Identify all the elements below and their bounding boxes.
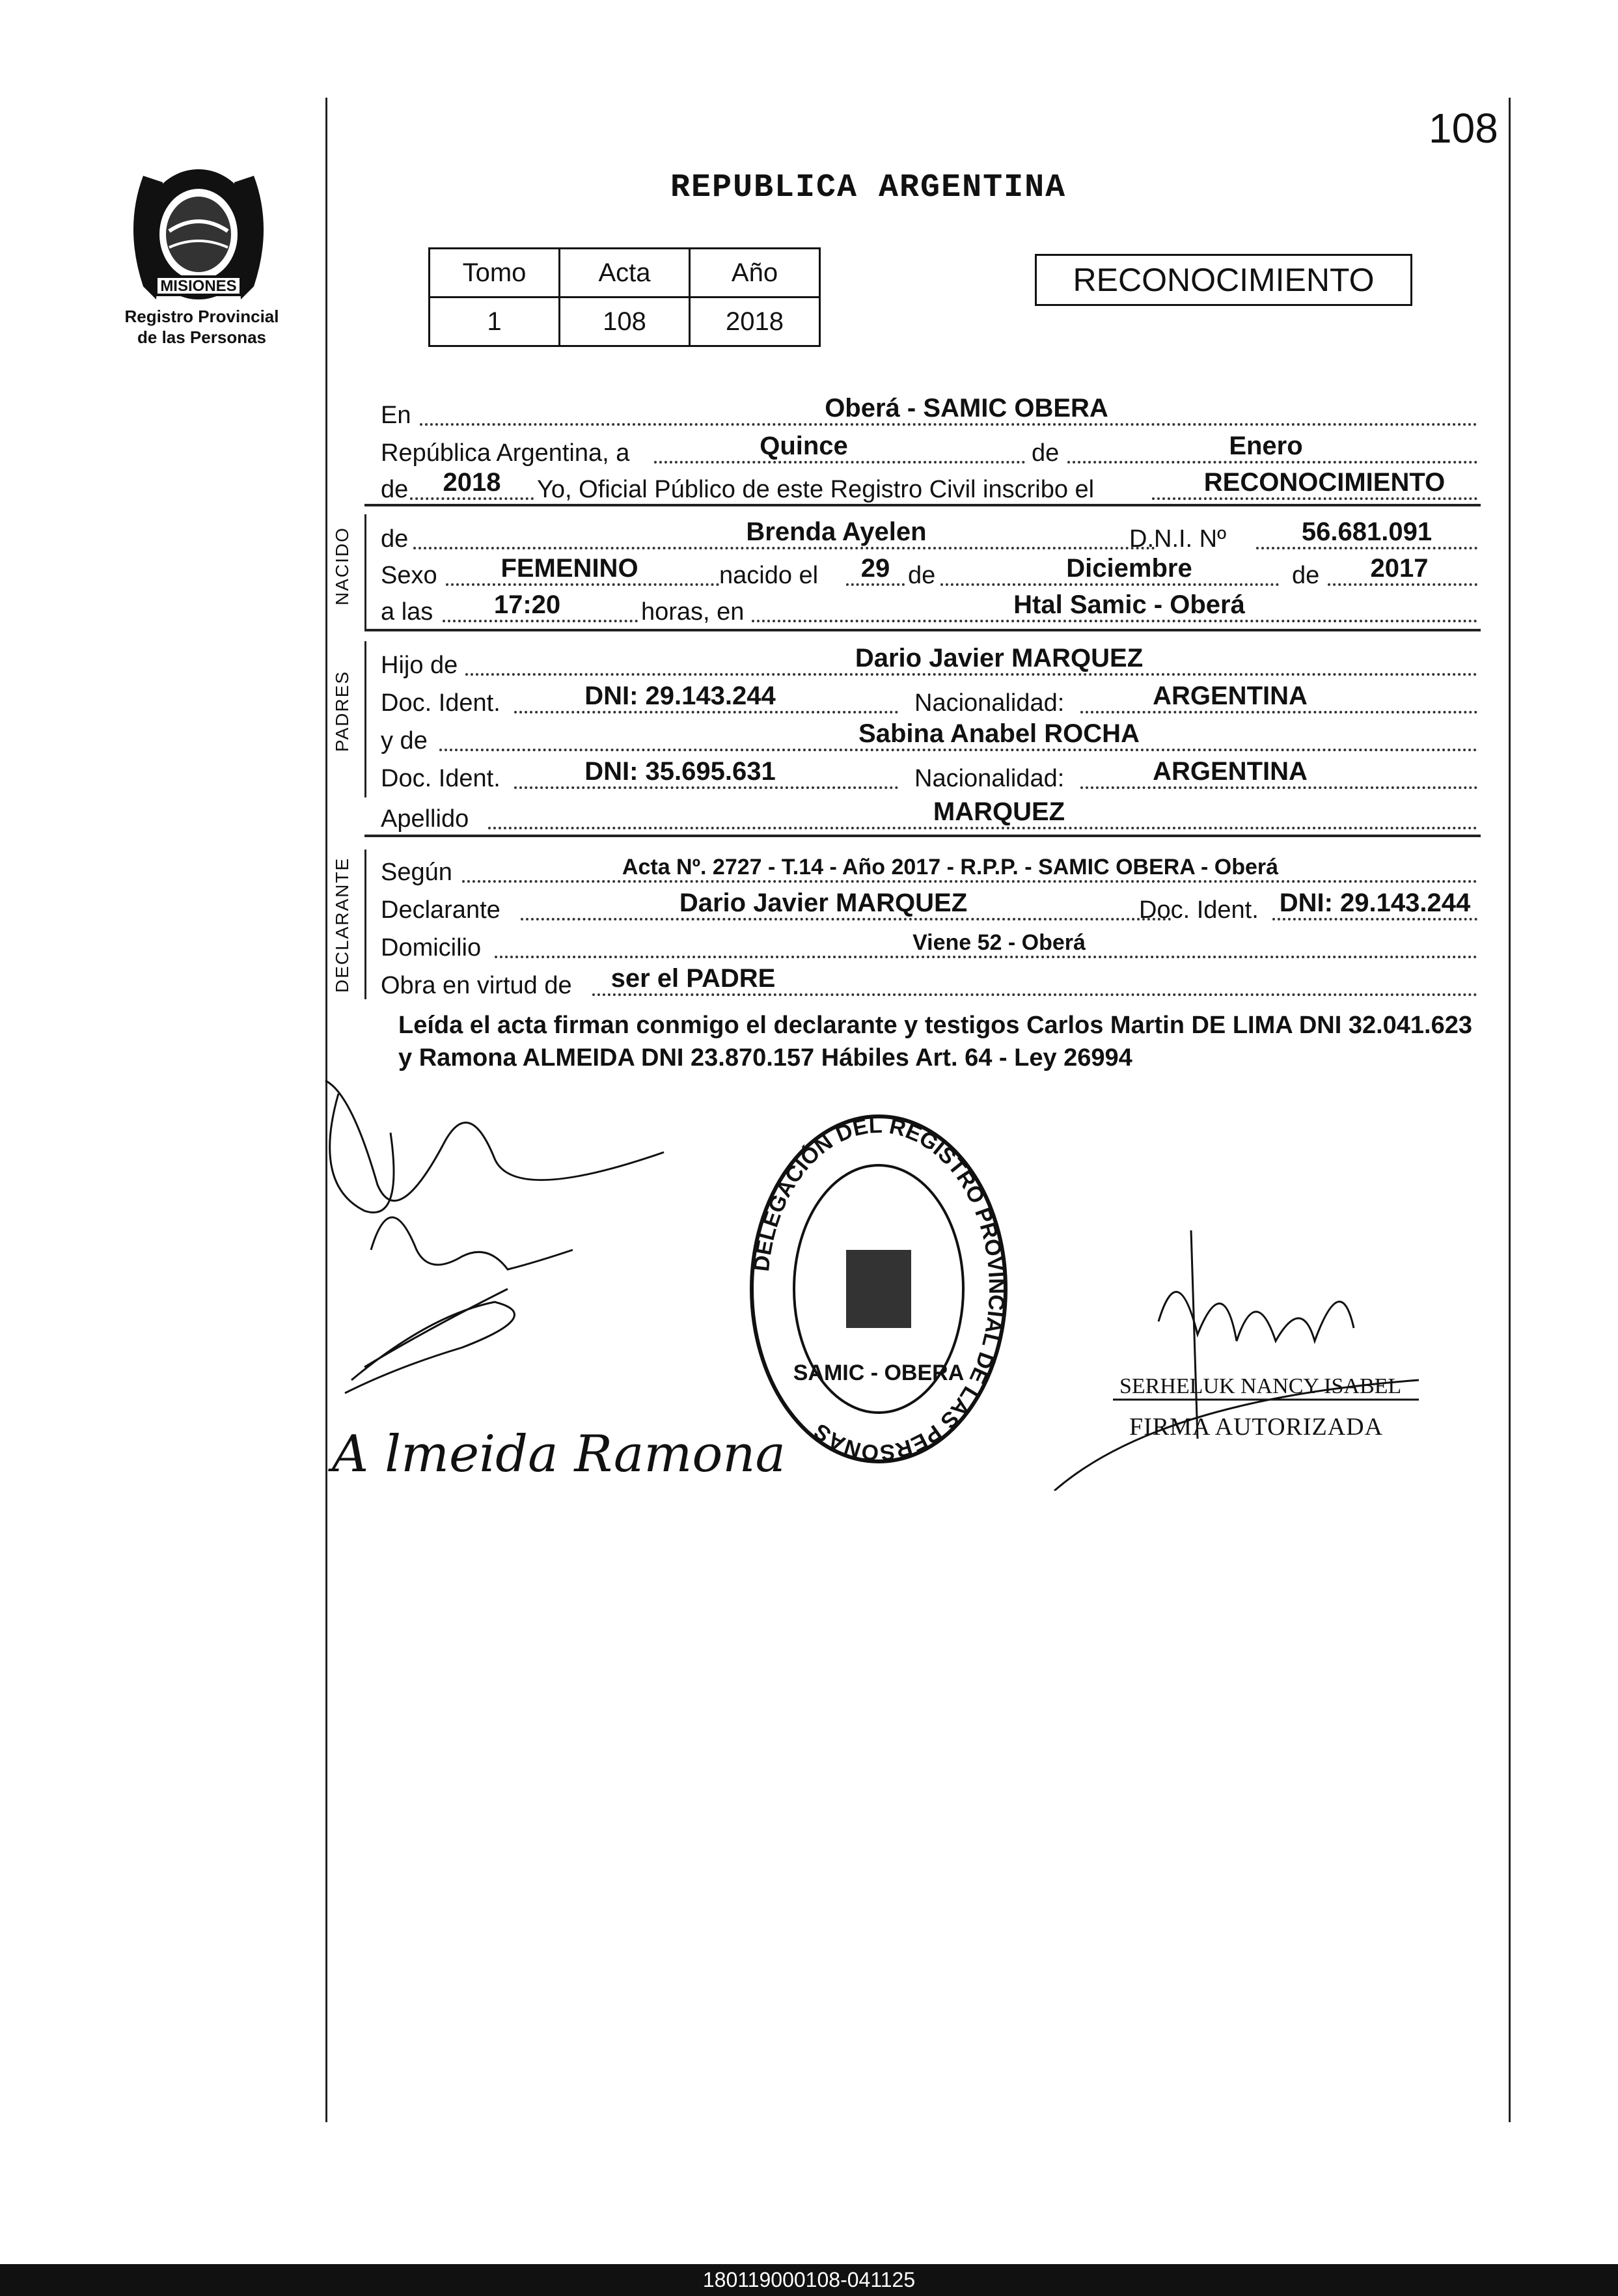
year-value: 2018 (443, 468, 501, 497)
official-name: SERHELUK NANCY ISABEL (1119, 1374, 1402, 1398)
child-dni-value: 56.681.091 (1301, 518, 1433, 546)
father-name-value: Dario Javier MARQUEZ (855, 644, 1144, 672)
header-tomo: Tomo (430, 249, 560, 297)
father-doc-value: DNI: 29.143.244 (584, 682, 776, 710)
value-acta: 108 (560, 297, 690, 346)
padres-bracket (364, 641, 366, 797)
value-ano: 2018 (690, 297, 820, 346)
svg-text:A lmeida Ramona: A lmeida Ramona (332, 1425, 786, 1484)
side-label-declarante: DECLARANTE (332, 857, 352, 993)
birth-time-value: 17:20 (493, 590, 561, 619)
row-en: En Oberá - SAMIC OBERA (381, 391, 1477, 430)
father-nationality-value: ARGENTINA (1153, 682, 1308, 710)
surname-value: MARQUEZ (933, 797, 1065, 826)
registry-table (428, 247, 821, 347)
mother-name-value: Sabina Anabel ROCHA (858, 719, 1140, 748)
month-value: Enero (1229, 432, 1303, 460)
province-seal-logo (117, 150, 280, 319)
document-type-box: RECONOCIMIENTO (1035, 254, 1412, 306)
reason-value: ser el PADRE (610, 964, 776, 993)
value-tomo: 1 (430, 297, 560, 346)
page-number: 108 (1429, 105, 1498, 152)
logo-caption: Registro Provincial de las Personas (124, 307, 279, 347)
logo-name: MISIONES (160, 277, 237, 295)
row-sexo: Sexo FEMENINO nacido el 29 de Diciembre de 2017 (381, 551, 1477, 590)
right-margin-line (1509, 98, 1511, 2122)
row-segun: Según Acta Nº. 2727 - T.14 - Año 2017 - R.P.P. - SAMIC OBERA - Oberá (381, 848, 1477, 887)
footer-barcode-id: 180119000108-041125 (0, 2264, 1618, 2296)
address-value: Viene 52 - Oberá (912, 930, 1086, 955)
segun-value: Acta Nº. 2727 - T.14 - Año 2017 - R.P.P. - SAMIC OBERA - Oberá (622, 855, 1279, 879)
side-label-padres: PADRES (332, 670, 352, 752)
mother-nationality-value: ARGENTINA (1153, 757, 1308, 786)
authorized-signature (1028, 1230, 1471, 1491)
section-divider (364, 835, 1481, 837)
row-declarante: Declarante Dario Javier MARQUEZ Doc. Ident. DNI: 29.143.244 (381, 885, 1477, 924)
declarant-doc-value: DNI: 29.143.244 (1279, 889, 1471, 917)
row-hora: a las 17:20 horas, en Htal Samic - Oberá (381, 587, 1477, 626)
inscribo-value: RECONOCIMIENTO (1203, 468, 1446, 497)
child-name-value: Brenda Ayelen (746, 518, 927, 546)
birth-day-value: 29 (860, 554, 890, 583)
official-seal (742, 1107, 1015, 1471)
row-date: República Argentina, a Quince de Enero (381, 428, 1477, 467)
row-madre: y de Sabina Anabel ROCHA (381, 716, 1477, 755)
row-obra: Obra en virtud de ser el PADRE (381, 961, 1477, 1000)
row-nombre: de Brenda Ayelen D.N.I. Nº 56.681.091 (381, 514, 1477, 553)
document-title: REPUBLICA ARGENTINA (670, 169, 1067, 206)
closing-note: Leída el acta firman conmigo el declarante y testigos Carlos Martin DE LIMA DNI 32.041.623 y Ramona ALMEIDA DNI 23.870.157 Hábiles Art. 64 - Ley 26994 (398, 1012, 1473, 1072)
section-divider (364, 629, 1481, 631)
mother-doc-value: DNI: 35.695.631 (584, 757, 776, 786)
header-ano: Año (690, 249, 820, 297)
row-doc-padre: Doc. Ident. DNI: 29.143.244 Nacionalidad: ARGENTINA (381, 678, 1477, 717)
seal-inner-text: SAMIC - OBERA (793, 1361, 965, 1385)
nacido-bracket (364, 514, 366, 631)
day-value: Quince (760, 432, 848, 460)
sexo-value: FEMENINO (500, 554, 638, 583)
side-label-nacido: NACIDO (332, 527, 352, 605)
section-divider (364, 504, 1481, 506)
birth-year-value: 2017 (1370, 554, 1429, 583)
birth-place-value: Htal Samic - Oberá (1013, 590, 1245, 619)
row-apellido: Apellido MARQUEZ (381, 794, 1477, 833)
row-padre: Hijo de Dario Javier MARQUEZ (381, 641, 1477, 680)
row-domicilio: Domicilio Viene 52 - Oberá (381, 923, 1477, 962)
header-acta: Acta (560, 249, 690, 297)
birth-month-value: Diciembre (1066, 554, 1192, 583)
row-doc-madre: Doc. Ident. DNI: 35.695.631 Nacionalidad: ARGENTINA (381, 754, 1477, 793)
authorized-signature-caption: FIRMA AUTORIZADA (1129, 1413, 1384, 1441)
place-value: Oberá - SAMIC OBERA (825, 394, 1108, 422)
row-inscribo: de 2018 Yo, Oficial Público de este Registro Civil inscribo el RECONOCIMIENTO (381, 465, 1477, 504)
declarant-name-value: Dario Javier MARQUEZ (679, 889, 968, 917)
seal-ring-text: DELEGACIÓN DEL REGISTRO PROVINCIAL DE LAS PERSONAS (748, 1113, 1009, 1465)
declarante-bracket (364, 850, 366, 999)
